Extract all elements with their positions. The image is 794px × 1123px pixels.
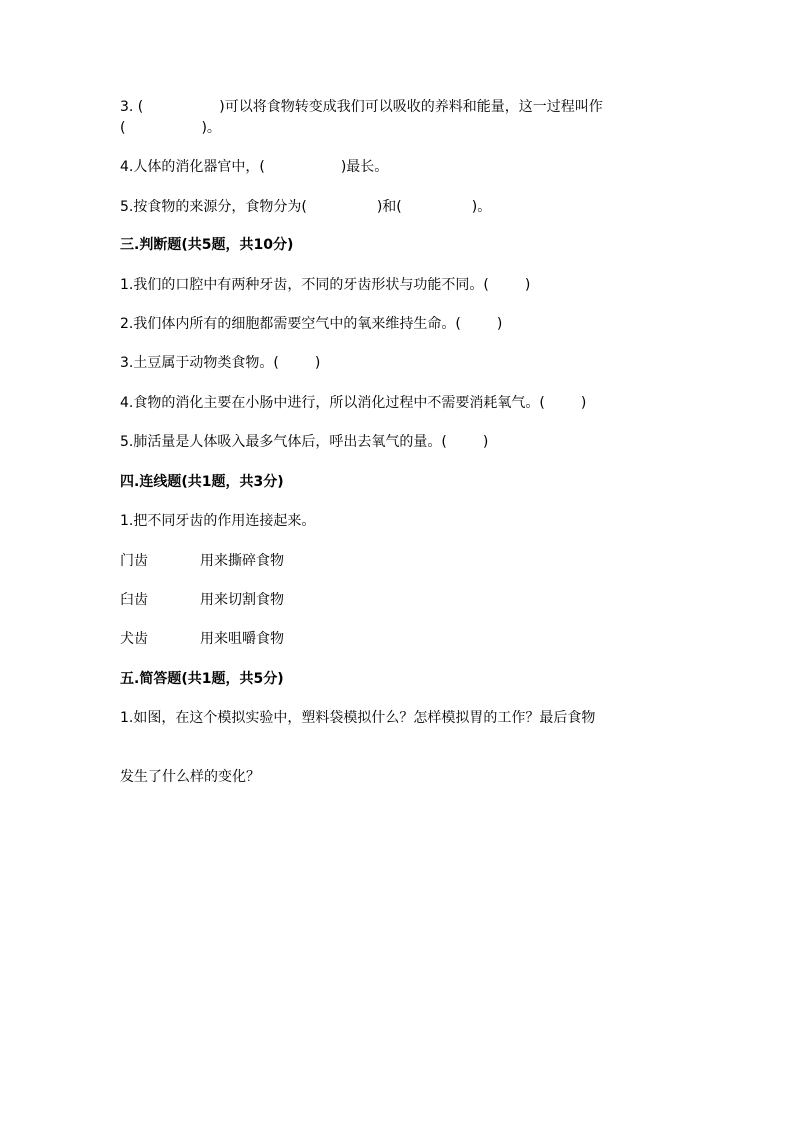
judge-item-5 [120,432,488,452]
fill-question-5 [120,197,491,217]
match-right-1[interactable]: 用来撕碎食物 [200,553,284,569]
judge-item-2-close: ) [496,316,503,332]
judge-item-3-text: 3.土豆属于动物类食物。( [120,355,279,371]
q5-text: 5.按食物的来源分，食物分为( [120,199,307,215]
match-right-3[interactable]: 用来咀嚼食物 [200,631,284,647]
fill-question-3-line2 [120,118,221,138]
judge-item-4 [120,393,586,413]
judge-item-1-text: 1.我们的口腔中有两种牙齿，不同的牙齿形状与功能不同。( [120,277,489,293]
judge-item-3 [120,353,320,373]
short-question-line2: 发生了什么样的变化？ [120,769,260,785]
q4-after: )最长。 [340,159,389,175]
match-left-3[interactable]: 犬齿 [120,631,148,647]
judge-item-2-text: 2.我们体内所有的细胞都需要空气中的氧来维持生命。( [120,316,461,332]
q3-text: )可以将食物转变成我们可以吸收的养料和能量，这一过程叫作 [219,99,603,115]
q5-mid: )和( [376,199,402,215]
fill-question-3-line1 [120,97,603,117]
judge-item-5-text: 5.肺活量是人体吸入最多气体后，呼出去氧气的量。( [120,434,447,450]
judge-item-1-close: ) [524,277,531,293]
judge-item-3-close: ) [314,355,321,371]
q3-line2-open: ( [120,120,126,136]
short-question-line1: 1.如图，在这个模拟实验中，塑料袋模拟什么？怎样模拟胃的工作？最后食物 [120,710,596,726]
judge-item-4-close: ) [580,395,587,411]
match-left-1[interactable]: 门齿 [120,553,148,569]
judge-item-2 [120,314,502,334]
match-question: 1.把不同牙齿的作用连接起来。 [120,513,316,529]
match-left-2[interactable]: 臼齿 [120,592,148,608]
q4-text: 4.人体的消化器官中，( [120,159,265,175]
judge-section-heading: 三.判断题(共5题，共10分) [120,237,294,253]
short-section-heading: 五.简答题(共1题，共5分) [120,671,284,687]
q5-after: )。 [471,199,492,215]
q3-prefix: 3. ( [120,99,144,115]
judge-item-4-text: 4.食物的消化主要在小肠中进行，所以消化过程中不需要消耗氧气。( [120,395,545,411]
match-row-3 [120,629,420,649]
match-section-heading: 四.连线题(共1题，共3分) [120,474,284,490]
match-right-2[interactable]: 用来切割食物 [200,592,284,608]
judge-item-5-close: ) [482,434,489,450]
match-row-1 [120,551,420,571]
match-row-2 [120,590,420,610]
fill-question-4 [120,157,388,177]
q3-line2-close: )。 [201,120,221,136]
judge-item-1 [120,275,530,295]
